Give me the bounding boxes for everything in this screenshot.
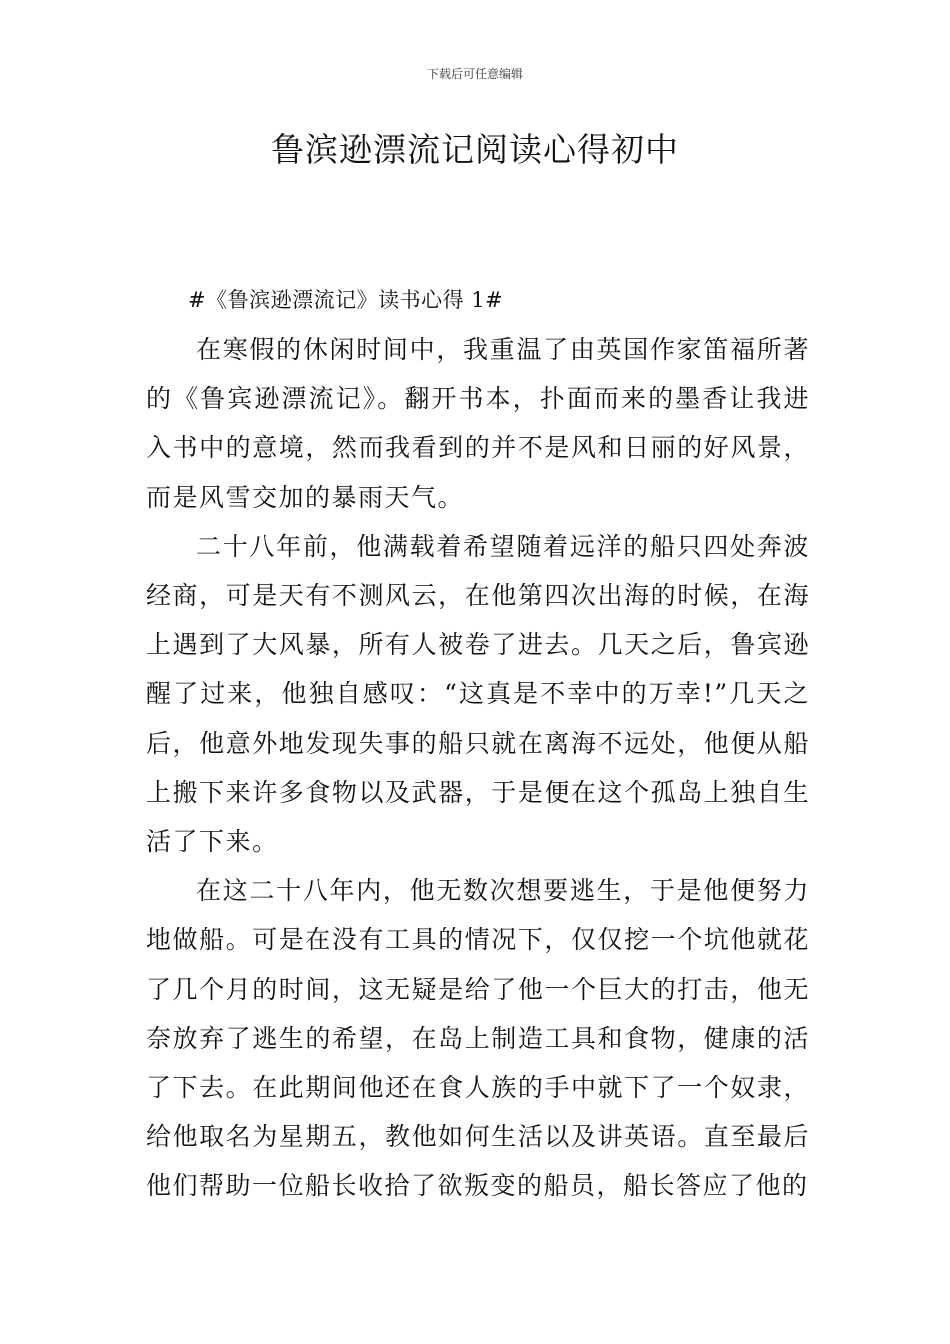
paragraph-2: 二十八年前，他满载着希望随着远洋的船只四处奔波经商，可是天有不测风云，在他第四次出海的时候，在海上遇到了大风暴，所有人被卷了进去。几天之后，鲁宾逊醒了过来，他独自感叹：“这真是不幸中的万幸!”几天之后，他意外地发现失事的船只就在离海不远处，他便从船上搬下来许多食物以及武器，于是便在这个孤岛上独自生活了下来。 (146, 531, 810, 857)
document-body (146, 276, 810, 1211)
header-note: 下载后可任意编辑 (426, 67, 523, 81)
paragraph-1: 在寒假的休闲时间中，我重温了由英国作家笛福所著的《鲁宾逊漂流记》。翻开书本，扑面而来的墨香让我进入书中的意境，然而我看到的并不是风和日丽的好风景，而是风雪交加的暴雨天气。 (146, 335, 810, 512)
paragraph-3: 在这二十八年内，他无数次想要逃生，于是他便努力地做船。可是在没有工具的情况下，仅仅挖一个坑他就花了几个月的时间，这无疑是给了他一个巨大的打击，他无奈放弃了逃生的希望，在岛上制造工具和食物，健康的活了下去。在此期间他还在食人族的手中就下了一个奴隶，给他取名为星期五，教他如何生活以及讲英语。直至最后他们帮助一位船长收拾了欲叛变的船员，船长答应了他的 (146, 876, 810, 1201)
document-title: 鲁滨逊漂流记阅读心得初中 (271, 130, 679, 169)
section-heading: #《鲁滨逊漂流记》读书心得 1# (188, 288, 504, 312)
